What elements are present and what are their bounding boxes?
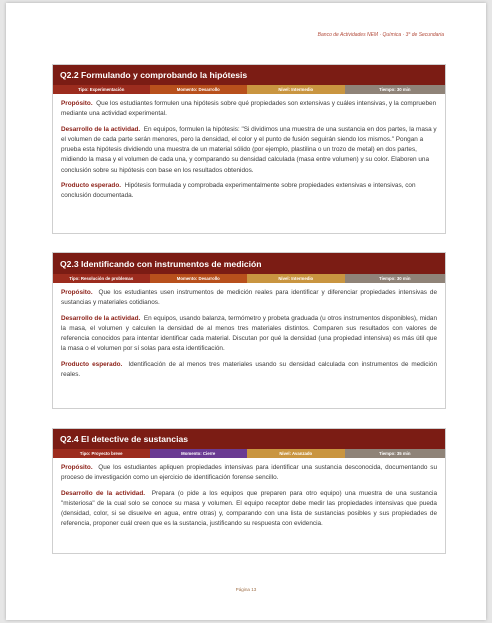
purpose-label: Propósito. xyxy=(61,464,93,471)
product-label: Producto esperado. xyxy=(61,360,123,368)
purpose-paragraph xyxy=(61,99,437,120)
card-body xyxy=(53,458,445,530)
purpose-paragraph xyxy=(61,288,437,309)
purpose-label: Propósito. xyxy=(61,100,93,107)
card-title: Q2.4 El detective de sustancias xyxy=(53,429,445,449)
development-label: Desarrollo de la actividad. xyxy=(61,314,141,322)
development-label: Desarrollo de la actividad. xyxy=(61,125,141,133)
card-title: Q2.3 Identificando con instrumentos de medición xyxy=(53,253,445,274)
development-text: Prepara (o pide a los equipos que preparen para otro equipo) una muestra de una sustancia "misteriosa" de la cual solo se conoce su masa y volumen. El equipo receptor debe medir las propiedades intensivas que pueda (densidad, color, si se disuelve en agua, entre otras) y, comparando con una lista de sustancias posibles y sus propiedades de referencia, proponer cuál creen que es la sustancia, justificando su respuesta con evidencia. xyxy=(61,489,438,528)
tag-row xyxy=(53,274,445,283)
purpose-text: Que los estudiantes usen instrumentos de medición reales para identificar y diferenciar propiedades intensivas de sustancias y materiales cotidianos. xyxy=(61,289,437,307)
card-body xyxy=(53,94,445,202)
tag-row xyxy=(53,449,445,458)
purpose-text: Que los estudiantes formulen una hipótesis sobre qué propiedades son extensivas y cuáles intensivas, y la comprueben mediante una actividad experimental. xyxy=(61,100,437,118)
activity-card-q2-3 xyxy=(52,252,446,409)
activity-card-q2-2 xyxy=(52,64,446,234)
development-text: En equipos, formulen la hipótesis: "Si dividimos una muestra de una sustancia en dos partes, la masa y el volumen de cada parte serán menores, pero la densidad, el color y el punto de fusión seguirán siendo los mismos." Pongan a prueba esta hipótesis dividiendo una muestra de un material sólido (por ejemplo, plastilina o un trozo de metal) en dos partes, midiendo la masa y el volumen de cada una, y comparando su densidad calculada (masa entre volumen) y su color. Elaboren una conclusión sobre su hipótesis con base en los resultados obtenidos. xyxy=(61,125,437,174)
purpose-paragraph xyxy=(61,463,437,484)
purpose-text: Que los estudiantes apliquen propiedades intensivas para identificar una sustancia desconocida, documentando su proceso de investigación como un ejercicio de identificación forense sencillo. xyxy=(61,464,437,482)
product-paragraph xyxy=(61,181,437,202)
product-paragraph xyxy=(61,360,437,381)
development-paragraph xyxy=(61,489,437,530)
page-number: Página 13 xyxy=(235,587,257,592)
time-tag: Tiempo: 30 min xyxy=(345,85,445,94)
moment-tag: Momento: Desarrollo xyxy=(150,85,248,94)
product-text: Identificación de al menos tres materiales usando su densidad calculada con instrumentos de medición reales. xyxy=(61,360,437,379)
type-tag: Tipo: Proyecto breve xyxy=(53,449,150,458)
document-page xyxy=(6,3,486,620)
card-body xyxy=(53,283,445,380)
level-tag: Nivel: Intermedio xyxy=(247,85,345,94)
time-tag: Tiempo: 35 min xyxy=(345,449,445,458)
development-text: En equipos, usando balanza, termómetro y probeta graduada (u otros instrumentos disponibles), midan la masa, el volumen y calculen la densidad de al menos tres materiales distintos. Comparen sus resultados con valores de referencia conocidos para intentar identificar cada material. Discutan por qué la densidad (una propiedad intensiva) es más útil que la masa o el volumen por sí solas para esta identificación. xyxy=(61,314,438,353)
development-label: Desarrollo de la actividad. xyxy=(61,489,146,497)
moment-tag: Momento: Desarrollo xyxy=(150,274,248,283)
product-text: Hipótesis formulada y comprobada experimentalmente sobre propiedades extensivas e intensivas, con conclusión documentada. xyxy=(61,182,416,200)
product-label: Producto esperado. xyxy=(61,182,122,190)
development-paragraph xyxy=(61,314,437,355)
card-title: Q2.2 Formulando y comprobando la hipótesis xyxy=(53,65,445,85)
development-paragraph xyxy=(61,125,437,176)
purpose-label: Propósito. xyxy=(61,289,93,296)
running-header: Banco de Actividades NEM · Química · 3° de Secundaria xyxy=(317,32,444,38)
type-tag: Tipo: Experimentación xyxy=(53,85,150,94)
tag-row xyxy=(53,85,445,94)
time-tag: Tiempo: 30 min xyxy=(345,274,445,283)
moment-tag: Momento: Cierre xyxy=(150,449,248,458)
level-tag: Nivel: Avanzado xyxy=(247,449,345,458)
type-tag: Tipo: Resolución de problemas xyxy=(53,274,150,283)
activity-card-q2-4 xyxy=(52,428,446,554)
level-tag: Nivel: Intermedio xyxy=(247,274,345,283)
